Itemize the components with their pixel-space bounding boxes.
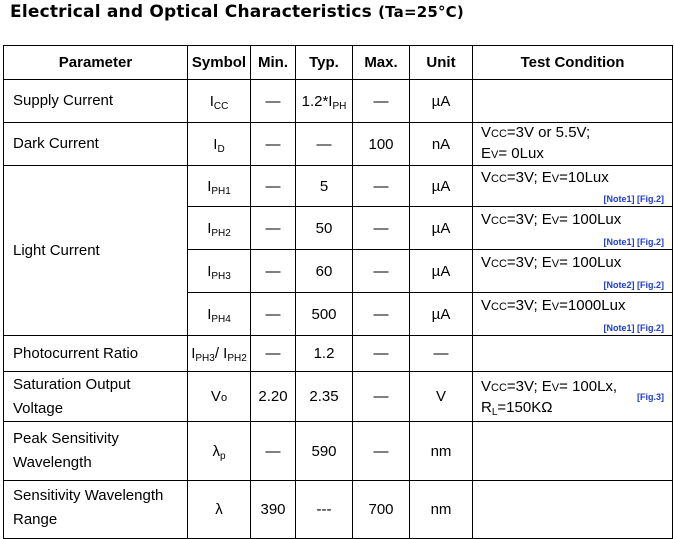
page-title [10, 2, 464, 22]
unit-cell: µA [410, 250, 473, 293]
max-cell: — [353, 207, 410, 250]
unit-cell: V [410, 372, 473, 422]
param-cell: Supply Current [4, 80, 188, 123]
condition-cell: VCC=3V; EV= 100Lx, $R_L=150K\Omega$ [Fig.3] [473, 372, 673, 422]
unit-cell: — [410, 336, 473, 372]
symbol-cell: $I_{PH1}$ [188, 166, 251, 207]
max-cell: — [353, 80, 410, 123]
max-cell: — [353, 372, 410, 422]
min-cell: 390 [251, 481, 296, 539]
header-test-condition: Test Condition [473, 46, 673, 80]
reference-note: [Note2] [Fig.2] [603, 280, 664, 290]
symbol-cell: $I_{PH4}$ [188, 293, 251, 336]
condition-cell: VCC=3V; EV= 100Lux [Note1] [Fig.2] [473, 207, 673, 250]
unit-cell: µA [410, 80, 473, 123]
max-cell: — [353, 336, 410, 372]
min-cell: — [251, 123, 296, 166]
condition-cell: VCC=3V; EV= 100Lux [Note2] [Fig.2] [473, 250, 673, 293]
condition-cell: VCC=3V; EV=10Lux [Note1] [Fig.2] [473, 166, 673, 207]
min-cell: — [251, 166, 296, 207]
min-cell: — [251, 80, 296, 123]
condition-cell: VCC=3V; EV=1000Lux [Note1] [Fig.2] [473, 293, 673, 336]
symbol-cell: $I_D$ [188, 123, 251, 166]
max-cell: — [353, 293, 410, 336]
table-row [4, 481, 673, 539]
param-cell: Photocurrent Ratio [4, 336, 188, 372]
unit-cell: nm [410, 422, 473, 481]
min-cell: — [251, 336, 296, 372]
condition-cell [473, 80, 673, 123]
table-row [4, 123, 673, 166]
header-symbol: Symbol [188, 46, 251, 80]
typ-cell: $1.2*I_{PH}$ [296, 80, 353, 123]
header-parameter: Parameter [4, 46, 188, 80]
header-max: Max. [353, 46, 410, 80]
min-cell: — [251, 293, 296, 336]
reference-note: [Note1] [Fig.2] [603, 194, 664, 204]
max-cell: — [353, 250, 410, 293]
param-cell: Peak Sensitivity Wavelength [4, 422, 188, 481]
typ-cell: — [296, 123, 353, 166]
param-cell: Sensitivity Wavelength Range [4, 481, 188, 539]
title-main: Electrical and Optical Characteristics [10, 2, 372, 22]
title-condition: (Ta=25°C) [378, 3, 464, 21]
typ-cell: 50 [296, 207, 353, 250]
symbol-cell: $I_{CC}$ [188, 80, 251, 123]
typ-cell: 2.35 [296, 372, 353, 422]
symbol-cell: $\lambda_p$ [188, 422, 251, 481]
min-cell: — [251, 250, 296, 293]
symbol-cell: λ [188, 481, 251, 539]
unit-cell: nm [410, 481, 473, 539]
unit-cell: µA [410, 293, 473, 336]
typ-cell: 1.2 [296, 336, 353, 372]
max-cell: 100 [353, 123, 410, 166]
symbol-cell: $I_{PH3}/$ $I_{PH2}$ [188, 336, 251, 372]
typ-cell: 500 [296, 293, 353, 336]
min-cell: — [251, 422, 296, 481]
table-row [4, 422, 673, 481]
max-cell: — [353, 166, 410, 207]
symbol-cell: $I_{PH3}$ [188, 250, 251, 293]
unit-cell: µA [410, 207, 473, 250]
header-unit: Unit [410, 46, 473, 80]
condition-cell [473, 422, 673, 481]
min-cell: 2.20 [251, 372, 296, 422]
characteristics-table [3, 45, 673, 539]
table-row [4, 80, 673, 123]
header-typ: Typ. [296, 46, 353, 80]
unit-cell: µA [410, 166, 473, 207]
reference-note: [Fig.3] [637, 391, 664, 402]
reference-note: [Note1] [Fig.2] [603, 323, 664, 333]
condition-cell [473, 336, 673, 372]
unit-cell: nA [410, 123, 473, 166]
symbol-cell: Vo [188, 372, 251, 422]
header-min: Min. [251, 46, 296, 80]
min-cell: — [251, 207, 296, 250]
condition-cell: VCC=3V or 5.5V; EV= 0Lux [473, 123, 673, 166]
typ-cell: 590 [296, 422, 353, 481]
max-cell: 700 [353, 481, 410, 539]
table-row [4, 372, 673, 422]
typ-cell: 5 [296, 166, 353, 207]
reference-note: [Note1] [Fig.2] [603, 237, 664, 247]
symbol-cell: $I_{PH2}$ [188, 207, 251, 250]
typ-cell: 60 [296, 250, 353, 293]
param-cell: Saturation Output Voltage [4, 372, 188, 422]
header-row [4, 46, 673, 80]
table-row [4, 336, 673, 372]
max-cell: — [353, 422, 410, 481]
param-cell: Dark Current [4, 123, 188, 166]
table-row [4, 166, 673, 207]
param-cell: Light Current [4, 166, 188, 336]
typ-cell: --- [296, 481, 353, 539]
condition-cell [473, 481, 673, 539]
